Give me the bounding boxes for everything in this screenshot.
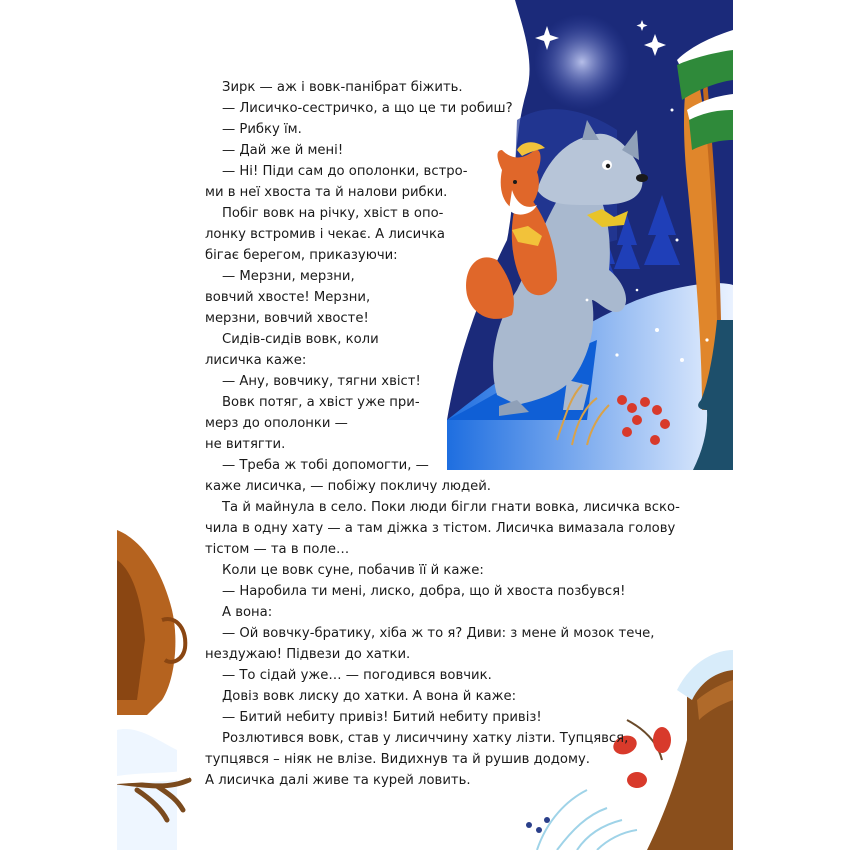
story-line: чила в одну хату — а там діжка з тістом. Лисичка вимазала голову [205, 521, 676, 536]
story-line: каже лисичка, — побіжу покличу людей. [205, 479, 491, 494]
book-page [117, 0, 733, 850]
story-text [117, 0, 733, 850]
story-line: — Наробила ти мені, лиско, добра, що й хвоста позбувся! [222, 584, 626, 599]
story-line: нездужаю! Підвези до хатки. [205, 647, 411, 662]
story-line: бігає берегом, приказуючи: [205, 248, 398, 263]
story-line: — Ой вовчку-братику, хіба ж то я? Диви: з мене й мозок тече, [222, 626, 655, 641]
story-line: не витягти. [205, 437, 286, 452]
story-line: мерзни, вовчий хвосте! [205, 311, 369, 326]
story-line: — Лисичко-сестричко, а що це ти робиш? [222, 101, 513, 116]
story-line: Вовк потяг, а хвіст уже при- [222, 395, 420, 410]
story-line: А вона: [222, 605, 273, 620]
story-line: тупцявся – ніяк не влізе. Видихнув та й рушив додому. [205, 752, 590, 767]
story-line: лонку встромив і чекає. А лисичка [205, 227, 446, 242]
story-line: Сидів-сидів вовк, коли [222, 332, 379, 347]
story-line: Розлютився вовк, став у лисиччину хатку лізти. Тупцявся, [222, 731, 629, 746]
story-line: — Ні! Піди сам до ополонки, встро- [222, 164, 468, 179]
story-line: — Ану, вовчику, тягни хвіст! [222, 374, 421, 389]
story-line: мерз до ополонки — [205, 416, 348, 431]
story-line: — Дай же й мені! [222, 143, 344, 158]
story-line: Та й майнула в село. Поки люди бігли гнати вовка, лисичка вско- [222, 500, 680, 515]
story-line: Зирк — аж і вовк-панібрат біжить. [222, 80, 463, 95]
story-line: — Битий небиту привіз! Битий небиту привіз! [222, 710, 542, 725]
story-line: Побіг вовк на річку, хвіст в опо- [222, 206, 444, 221]
story-line: А лисичка далі живе та курей ловить. [205, 773, 471, 788]
story-line: Довіз вовк лиску до хатки. А вона й каже: [222, 689, 517, 704]
story-line: вовчий хвосте! Мерзни, [205, 290, 371, 305]
story-line: Коли це вовк суне, побачив її й каже: [222, 563, 484, 578]
story-line: — Мерзни, мерзни, [222, 269, 355, 284]
story-line: лисичка каже: [205, 353, 307, 368]
story-line: — Рибку їм. [222, 122, 302, 137]
story-line: — Треба ж тобі допомогти, — [222, 458, 429, 473]
story-line: ми в неї хвоста та й налови рибки. [205, 185, 448, 200]
story-line: тістом — та в поле… [205, 542, 350, 557]
story-line: — То сідай уже… — погодився вовчик. [222, 668, 492, 683]
